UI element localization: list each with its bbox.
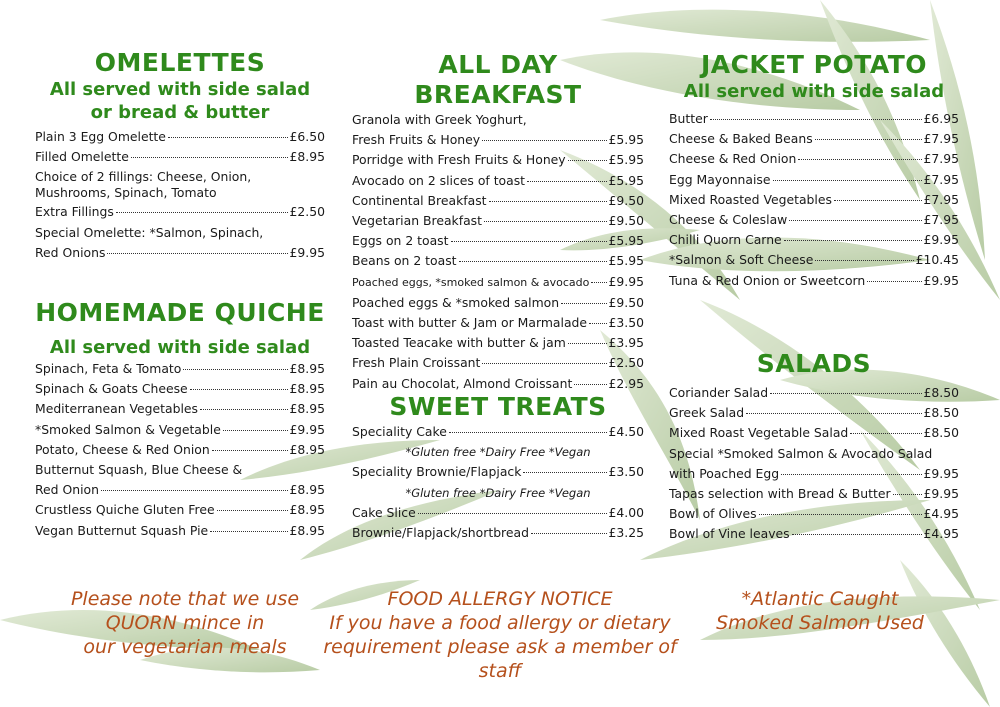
menu-item: Cheese & Coleslaw £7.95 bbox=[669, 212, 959, 228]
menu-item: Vegetarian Breakfast £9.50 bbox=[352, 213, 644, 229]
menu-item: Spinach, Feta & Tomato £8.95 bbox=[35, 361, 325, 376]
menu-item: Cake Slice £4.00 bbox=[352, 504, 644, 520]
menu-item: Toasted Teacake with butter & jam £3.95 bbox=[352, 335, 644, 351]
menu-item: Toast with butter & Jam or Marmalade £3.50 bbox=[352, 315, 644, 331]
salads-section bbox=[669, 349, 959, 545]
menu-item: Cheese & Baked Beans £7.95 bbox=[669, 131, 959, 147]
menu-item: Fresh Plain Croissant £2.50 bbox=[352, 355, 644, 371]
menu-item: Pain au Chocolat, Almond Croissant £2.95 bbox=[352, 375, 644, 391]
salad-special-line: Special *Smoked Salmon & Avocado Salad bbox=[669, 445, 933, 461]
menu-item: *Salmon & Soft Cheese £10.45 bbox=[669, 252, 959, 268]
menu-item: Mediterranean Vegetables £8.95 bbox=[35, 401, 325, 417]
fillings-note: Choice of 2 fillings: Cheese, Onion, Mushrooms, Spinach, Tomato bbox=[35, 169, 252, 201]
omelettes-heading: OMELETTES bbox=[94, 48, 266, 77]
menu-item: Mixed Roasted Vegetables £7.95 bbox=[669, 191, 959, 207]
menu-item: Crustless Quiche Gluten Free £8.95 bbox=[35, 502, 325, 518]
quiche-heading: HOMEMADE QUICHE bbox=[35, 298, 325, 327]
menu-item: Cheese & Red Onion £7.95 bbox=[669, 151, 959, 167]
breakfast-section bbox=[352, 50, 644, 394]
quiche-section bbox=[35, 298, 325, 541]
menu-item: Poached eggs & *smoked salmon £9.50 bbox=[352, 294, 644, 310]
menu-item: with Poached Egg £9.95 bbox=[669, 465, 959, 481]
menu-item: Tapas selection with Bread & Butter £9.95 bbox=[669, 486, 959, 502]
menu-item: Speciality Cake £4.50 bbox=[352, 424, 644, 439]
menu-item: Extra Fillings £2.50 bbox=[35, 204, 325, 220]
menu-item: Fresh Fruits & Honey £5.95 bbox=[352, 132, 644, 148]
menu-item: Brownie/Flapjack/shortbread £3.25 bbox=[352, 525, 644, 541]
menu-item: Filled Omelette £8.95 bbox=[35, 149, 325, 165]
allergy-notice: FOOD ALLERGY NOTICE If you have a food allergy or dietary requirement please ask a member of staff bbox=[323, 588, 677, 682]
omelettes-subtitle-1: All served with side salad bbox=[49, 79, 311, 100]
dietary-note: *Gluten free *Dairy Free *Vegan bbox=[405, 485, 591, 500]
menu-item: Mixed Roast Vegetable Salad £8.50 bbox=[669, 425, 959, 441]
potato-section bbox=[669, 50, 959, 291]
sweet-heading: SWEET TREATS bbox=[389, 392, 607, 421]
special-omelette-line: Special Omelette: *Salmon, Spinach, bbox=[35, 224, 264, 240]
menu-item: Porridge with Fresh Fruits & Honey £5.95 bbox=[352, 152, 644, 168]
menu-item: Potato, Cheese & Red Onion £8.95 bbox=[35, 441, 325, 457]
quorn-notice: Please note that we use QUORN mince in our vegetarian meals bbox=[70, 588, 300, 658]
menu-item: Beans on 2 toast £5.95 bbox=[352, 253, 644, 269]
butternut-line: Butternut Squash, Blue Cheese & bbox=[35, 462, 243, 478]
menu-item: Continental Breakfast £9.50 bbox=[352, 192, 644, 208]
menu-item: *Smoked Salmon & Vegetable £9.95 bbox=[35, 421, 325, 437]
granola-line: Granola with Greek Yoghurt, bbox=[352, 112, 527, 127]
menu-item: Bowl of Vine leaves £4.95 bbox=[669, 526, 959, 542]
menu-item: Bowl of Olives £4.95 bbox=[669, 506, 959, 522]
menu-item: Vegan Butternut Squash Pie £8.95 bbox=[35, 522, 325, 538]
menu-item: Eggs on 2 toast £5.95 bbox=[352, 233, 644, 249]
menu-item: Red Onion £8.95 bbox=[35, 482, 325, 498]
menu-item: Chilli Quorn Carne £9.95 bbox=[669, 232, 959, 248]
salmon-notice: *Atlantic Caught Smoked Salmon Used bbox=[716, 588, 924, 634]
menu-item: Avocado on 2 slices of toast £5.95 bbox=[352, 172, 644, 188]
potato-subtitle: All served with side salad bbox=[683, 81, 945, 102]
menu-item: Speciality Brownie/Flapjack £3.50 bbox=[352, 464, 644, 480]
menu-item: Greek Salad £8.50 bbox=[669, 405, 959, 421]
menu-item: Poached eggs, *smoked salmon & avocado £9.95 bbox=[352, 273, 644, 289]
breakfast-heading: ALL DAY BREAKFAST bbox=[414, 50, 582, 109]
quiche-subtitle: All served with side salad bbox=[49, 337, 311, 358]
menu-item: Butter £6.95 bbox=[669, 111, 959, 126]
potato-heading: JACKET POTATO bbox=[700, 50, 928, 79]
menu-item: Red Onions £9.95 bbox=[35, 244, 325, 260]
menu-item: Plain 3 Egg Omelette £6.50 bbox=[35, 129, 325, 144]
menu-item: Coriander Salad £8.50 bbox=[669, 385, 959, 400]
menu-item: Tuna & Red Onion or Sweetcorn £9.95 bbox=[669, 272, 959, 288]
dietary-note: *Gluten free *Dairy Free *Vegan bbox=[405, 445, 591, 460]
omelettes-subtitle-2: or bread & butter bbox=[90, 102, 270, 123]
sweet-section bbox=[352, 392, 644, 543]
omelettes-section bbox=[35, 48, 325, 263]
menu-item: Spinach & Goats Cheese £8.95 bbox=[35, 381, 325, 397]
menu-item: Egg Mayonnaise £7.95 bbox=[669, 171, 959, 187]
salads-heading: SALADS bbox=[756, 349, 872, 378]
